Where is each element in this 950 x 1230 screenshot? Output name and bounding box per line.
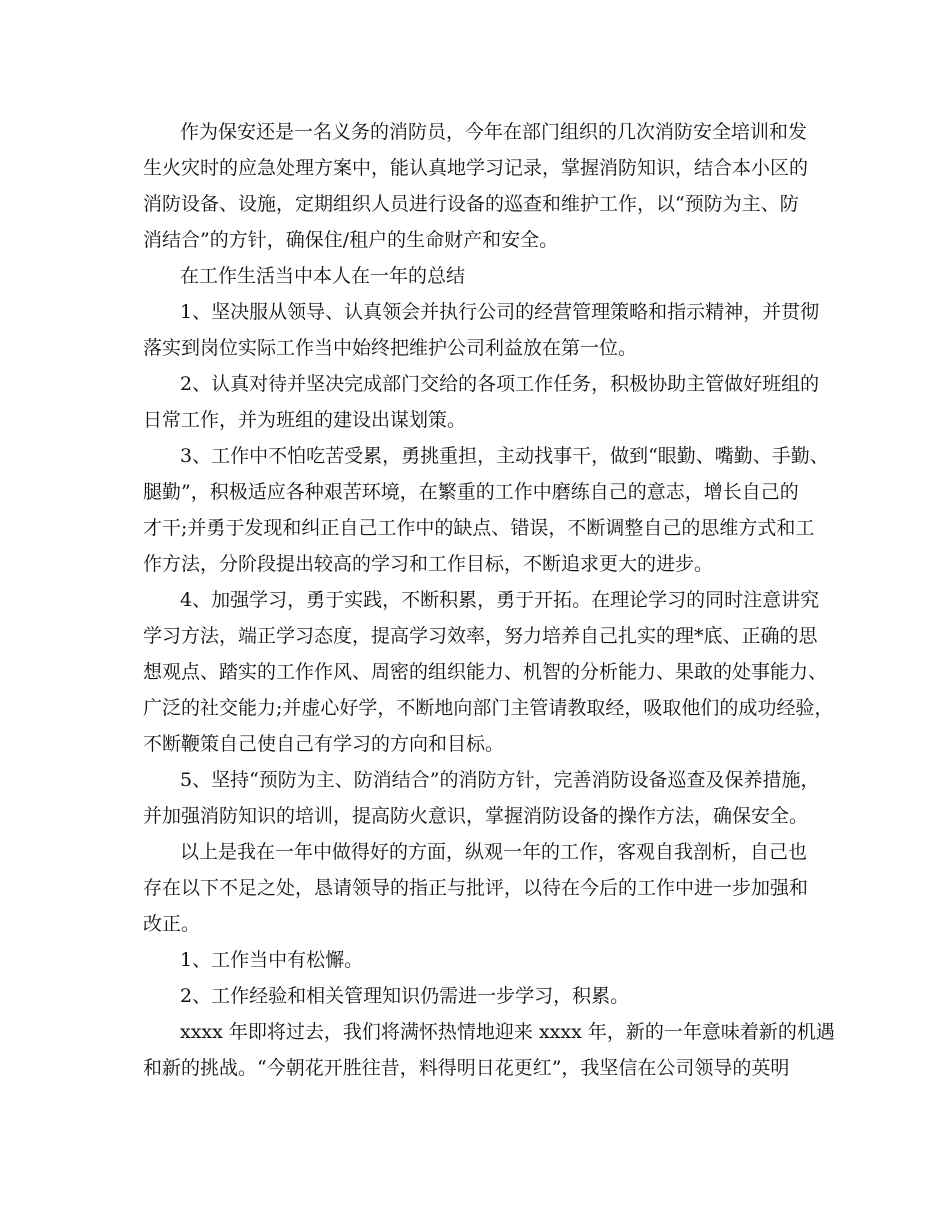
text-line: 生火灾时的应急处理方案中，能认真地学习记录，掌握消防知识，结合本小区的 xyxy=(143,157,809,179)
text-line: 想观点、踏实的工作作风、周密的组织能力、机智的分析能力、果敢的处事能力、 xyxy=(143,661,828,683)
text-line: 1、工作当中有松懈。 xyxy=(180,949,364,971)
text-line: 不断鞭策自己使自己有学习的方向和目标。 xyxy=(143,733,505,755)
text-line: 消结合”的方针，确保住/租户的生命财产和安全。 xyxy=(143,229,559,251)
text-line: 学习方法，端正学习态度，提高学习效率，努力培养自己扎实的理*底、正确的思 xyxy=(143,625,818,647)
text-line: 作方法，分阶段提出较高的学习和工作目标，不断追求更大的进步。 xyxy=(143,553,714,575)
text-line: 和新的挑战。“今朝花开胜往昔，料得明日花更红”，我坚信在公司领导的英明 xyxy=(143,1057,790,1079)
text-line: 1、坚决服从领导、认真领会并执行公司的经营管理策略和指示精神，并贯彻 xyxy=(180,301,820,323)
text-line: 才干;并勇于发现和纠正自己工作中的缺点、错误，不断调整自己的思维方式和工 xyxy=(143,517,815,539)
text-line: 以上是我在一年中做得好的方面，纵观一年的工作，客观自我剖析，自己也 xyxy=(180,841,808,863)
document-body xyxy=(143,114,835,1086)
text-line: 广泛的社交能力;并虚心好学，不断地向部门主管请教取经，吸取他们的成功经验， xyxy=(143,697,834,719)
text-line: 存在以下不足之处，恳请领导的指正与批评，以待在今后的工作中进一步加强和 xyxy=(143,877,809,899)
text-line: 5、坚持“预防为主、防消结合”的消防方针，完善消防设备巡查及保养措施， xyxy=(180,769,820,791)
text-line: 并加强消防知识的培训，提高防火意识，掌握消防设备的操作方法，确保安全。 xyxy=(143,805,809,827)
text-line: 腿勤”，积极适应各种艰苦环境，在繁重的工作中磨练自己的意志，增长自己的 xyxy=(143,481,799,503)
text-line: xxxx 年即将过去，我们将满怀热情地迎来 xxxx 年，新的一年意味着新的机遇 xyxy=(180,1021,835,1043)
text-line: 2、工作经验和相关管理知识仍需进一步学习，积累。 xyxy=(180,985,630,1007)
text-line: 改正。 xyxy=(143,913,201,935)
text-line: 在工作生活当中本人在一年的总结 xyxy=(180,265,466,287)
text-line: 4、加强学习，勇于实践，不断积累，勇于开拓。在理论学习的同时注意讲究 xyxy=(180,589,820,611)
text-line: 消防设备、设施，定期组织人员进行设备的巡查和维护工作，以“预防为主、防 xyxy=(143,193,799,215)
text-line: 落实到岗位实际工作当中始终把维护公司利益放在第一位。 xyxy=(143,337,638,359)
text-line: 2、认真对待并坚决完成部门交给的各项工作任务，积极协助主管做好班组的 xyxy=(180,373,820,395)
text-line: 作为保安还是一名义务的消防员，今年在部门组织的几次消防安全培训和发 xyxy=(180,121,808,143)
text-line: 3、工作中不怕吃苦受累，勇挑重担，主动找事干，做到“眼勤、嘴勤、手勤、 xyxy=(180,445,829,467)
text-line: 日常工作，并为班组的建设出谋划策。 xyxy=(143,409,467,431)
